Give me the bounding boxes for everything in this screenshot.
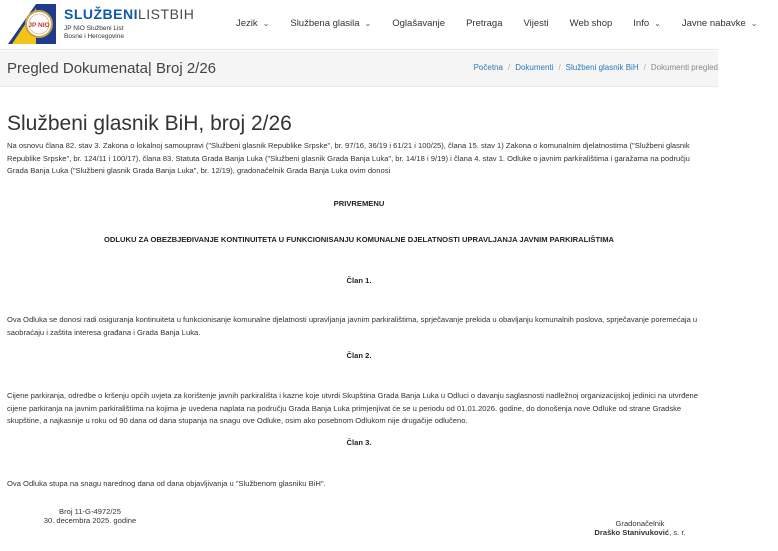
signer-title: Gradonačelnik [615, 519, 665, 528]
nav-item-pretraga[interactable]: Pretraga [466, 18, 503, 29]
nav-item-javne-nabavke[interactable]: Javne nabavke ⌄ [681, 18, 758, 29]
chevron-down-icon: ⌄ [364, 19, 372, 28]
brand-subtitle: JP NIO Službeni List Bosne i Hercegovine [64, 25, 124, 40]
chevron-down-icon: ⌄ [654, 19, 661, 28]
breadcrumb-sluzbeni-glasnik[interactable]: Službeni glasnik BiH [565, 63, 639, 72]
chevron-down-icon: ⌄ [262, 19, 270, 28]
chevron-down-icon: ⌄ [750, 19, 758, 28]
document-heading-privremenu: PRIVREMENU [333, 199, 385, 208]
nav-item-web-shop[interactable]: Web shop [569, 18, 613, 29]
document-number-block [40, 507, 140, 525]
nav-item-jezik[interactable]: Jezik ⌄ [236, 18, 270, 29]
svg-text:JP NIO: JP NIO [28, 22, 50, 29]
document-number: Broj 11-G-4972/25 [59, 507, 121, 516]
page-title: Pregled Dokumenata| Broj 2/26 [7, 60, 217, 77]
article-1-text: Ova Odluka se donosi radi osiguranja kontinuiteta u funkcionisanje komunalne djelatnosti upravljanja javnim parkiralištima, sprječavanje prekida u obavljanju komunalnih poslova, sprječavanje poremećaja u saobraćaju i zaštita interesa građana i Grada Banja Luka. [7, 315, 698, 337]
signer-line: Draško Stanivuković, s. r. [594, 528, 686, 537]
signer-name: Draško Stanivuković [594, 528, 670, 537]
article-1-heading: Član 1. [346, 276, 372, 285]
breadcrumb-pocetna[interactable]: Početna [473, 63, 503, 72]
nav-item-oglasavanje[interactable]: Oglašavanje [392, 18, 446, 29]
brand-title: SLUŽBENILISTBIH [64, 6, 195, 22]
site-logo[interactable] [6, 2, 58, 46]
article-2-heading: Član 2. [346, 351, 372, 360]
document-title: Službeni glasnik BiH, broj 2/26 [7, 112, 292, 135]
document-heading-odluka: ODLUKU ZA OBEZBJEĐIVANJE KONTINUITETA U FUNKCIONISANJU KOMUNALNE DJELATNOSTI UPRAVLJANJA JAVNIM PARKIRALIŠTIMA [103, 235, 615, 244]
article-2-text: Cijene parkiranja, odredbe o kršenju općih uvjeta za korištenje javnih parkirališta i kazne koje utvrdi Skupština Grada Banja Luka u Odluci o davanju saglasnosti nadležnoj organizacijskoj jedinici na utvrđene cijene parkiranja na javnim parkiralištima na kojima je uvedena naplata na području Grada Banja Luka primjenjivat će se u periodu od 01.01.2026. godine, do donošenja nove Odluke od strane Gradske skupštine, a najkasnije u roku od 90 dana od dana stupanja na snagu ove Odluke, osim ako posebnom Odlukom nije drugačije odlučeno. [7, 391, 699, 425]
document-date: 30. decembra 2025. godine [43, 516, 137, 525]
document-intro: Na osnovu člana 82. stav 3. Zakona o lokalnoj samoupravi ("Službeni glasnik Republike Srpske", br. 97/16, 36/19 i 61/21 i 100/25), člana 15. stav 1) Zakona o komunalnim djelatnostima ("Službeni glasnik Republike Srpske", br. 124/11 i 100/17), člana 83. Statuta Grada Banja Luka ("Službeni glasnik Grada Banja Luka", br. 14/18 i 9/19) i člana 4. stav 1. Odluke o javnim parkiralištima i garažama na području Grada Banja Luka ("Službeni glasnik Grada Banja Luka", br. 12/19), gradonačelnik Grada Banja Luka ovim donosi [7, 141, 690, 175]
breadcrumb-dokumenti[interactable]: Dokumenti [515, 63, 554, 72]
main-nav [236, 18, 778, 29]
top-navbar [0, 0, 758, 50]
breadcrumb-current: Dokumenti pregled [650, 63, 718, 72]
nav-item-info[interactable]: Info ⌄ [633, 18, 661, 29]
nav-item-sluzbena-glasila[interactable]: Službena glasila ⌄ [290, 18, 372, 29]
brand-block[interactable] [64, 6, 194, 41]
coat-of-arms-logo-icon [6, 2, 58, 46]
signature-block [582, 519, 698, 537]
nav-item-vijesti[interactable]: Vijesti [523, 18, 549, 29]
article-3-heading: Član 3. [346, 438, 372, 447]
page-title-bar [0, 51, 718, 87]
breadcrumb: Početna / Dokumenti / Službeni glasnik BiH / Dokumenti pregled [473, 63, 718, 72]
article-3-text: Ova Odluka stupa na snagu narednog dana od dana objavljivanja u "Službenom glasniku BiH". [7, 479, 326, 488]
